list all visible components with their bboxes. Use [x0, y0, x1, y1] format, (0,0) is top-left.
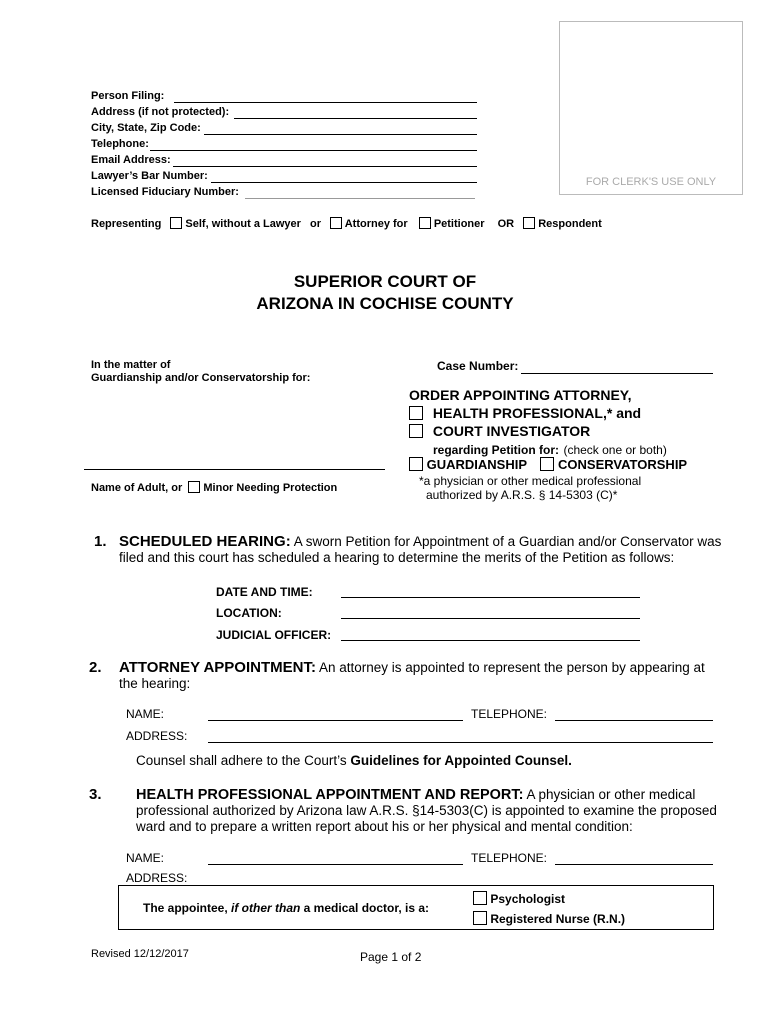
party-name-field[interactable]: [84, 469, 385, 470]
attorney-name-label: NAME:: [126, 707, 165, 721]
appointee-statement: [143, 901, 429, 915]
telephone-label: Telephone:: [91, 138, 149, 150]
case-number-label: Case Number:: [437, 359, 519, 373]
case-number-field[interactable]: [521, 373, 713, 374]
health-professional-checkbox[interactable]: [409, 406, 423, 420]
location-label: LOCATION:: [216, 606, 282, 620]
psychologist-checkbox[interactable]: [473, 891, 487, 905]
health-address-label: ADDRESS:: [126, 871, 188, 885]
section-3-text-2: professional authorized by Arizona law A.R.S. §14-5303(C) is appointed to examine the proposed: [136, 803, 717, 818]
court-investigator-checkbox[interactable]: [409, 424, 423, 438]
section-3-number: 3.: [89, 786, 102, 803]
nurse-row: [473, 911, 625, 926]
court-title-line-1: SUPERIOR COURT OF: [293, 272, 477, 291]
conservatorship-checkbox[interactable]: [540, 457, 554, 471]
health-telephone-field[interactable]: [555, 864, 713, 865]
section-1-heading: SCHEDULED HEARING: [119, 533, 286, 550]
section-3-line-1: [136, 786, 695, 804]
petition-type-row: [409, 457, 687, 472]
matter-line-1: In the matter of: [91, 359, 171, 371]
self-checkbox[interactable]: [170, 217, 182, 229]
guidelines-line: [136, 753, 572, 768]
section-1-text-2: filed and this court has scheduled a hearing to determine the merits of the Petition as follows:: [119, 550, 675, 565]
or-label-2: OR: [497, 218, 515, 230]
attorney-address-label: ADDRESS:: [126, 729, 188, 743]
fiduciary-number-label: Licensed Fiduciary Number:: [91, 186, 239, 198]
or-label: or: [310, 218, 322, 230]
guidelines-bold: Guidelines for Appointed Counsel.: [350, 753, 572, 768]
check-note: (check one or both): [563, 443, 667, 457]
location-field[interactable]: [341, 618, 640, 619]
appointee-pre: The appointee,: [143, 901, 232, 915]
email-field[interactable]: [173, 166, 477, 167]
footnote-line-1: *a physician or other medical professional: [419, 474, 642, 488]
health-name-label: NAME:: [126, 851, 165, 865]
order-health-row: [409, 405, 641, 421]
person-filing-field[interactable]: [174, 102, 477, 103]
footnote-line-2: authorized by A.R.S. § 14-5303 (C)*: [426, 488, 618, 502]
minor-checkbox[interactable]: [188, 481, 200, 493]
section-3-heading: HEALTH PROFESSIONAL APPOINTMENT AND REPORT:: [136, 787, 524, 803]
clerk-use-label: FOR CLERK'S USE ONLY: [585, 176, 717, 188]
section-2-text-1: An attorney is appointed to represent the person by appearing at: [315, 660, 705, 675]
attorney-telephone-label: TELEPHONE:: [471, 707, 548, 721]
representing-label: Representing: [91, 218, 162, 230]
email-label: Email Address:: [91, 154, 171, 166]
nurse-label: Registered Nurse (R.N.): [490, 912, 626, 926]
order-investigator-row: [409, 423, 590, 439]
nurse-checkbox[interactable]: [473, 911, 487, 925]
address-field[interactable]: [234, 118, 477, 119]
attorney-address-field[interactable]: [208, 742, 713, 743]
guardianship-label: GUARDIANSHIP: [426, 457, 527, 472]
representing-row: [91, 217, 602, 230]
section-2-text-2: the hearing:: [119, 676, 191, 691]
petitioner-checkbox[interactable]: [419, 217, 431, 229]
respondent-checkbox[interactable]: [523, 217, 535, 229]
minor-label: Minor Needing Protection: [203, 482, 338, 494]
respondent-label: Respondent: [538, 218, 602, 230]
guidelines-prefix: Counsel shall adhere to the Court’s: [136, 753, 351, 768]
address-label: Address (if not protected):: [91, 106, 230, 118]
clerk-use-box: [559, 21, 743, 195]
attorney-name-field[interactable]: [208, 720, 463, 721]
page-number: Page 1 of 2: [360, 950, 422, 964]
self-label: Self, without a Lawyer: [185, 218, 301, 230]
regarding-label: regarding Petition for:: [433, 443, 559, 457]
judicial-officer-label: JUDICIAL OFFICER:: [216, 628, 332, 642]
date-time-field[interactable]: [341, 597, 640, 598]
section-1-line-1: [119, 533, 721, 551]
appointee-post: a medical doctor, is a:: [300, 901, 430, 915]
city-state-zip-field[interactable]: [204, 134, 477, 135]
section-2-heading: ATTORNEY APPOINTMENT:: [119, 659, 316, 676]
party-name-caption: [91, 481, 337, 494]
order-title-line-2: HEALTH PROFESSIONAL,* and: [432, 405, 642, 421]
psychologist-label: Psychologist: [490, 892, 566, 906]
section-2-line-1: [119, 659, 705, 677]
health-name-field[interactable]: [208, 864, 463, 865]
order-title-line-1: ORDER APPOINTING ATTORNEY,: [409, 387, 632, 403]
fiduciary-number-field[interactable]: [245, 198, 475, 199]
section-3-text-1: A physician or other medical: [523, 787, 696, 802]
matter-line-2: Guardianship and/or Conservatorship for:: [91, 372, 311, 384]
health-telephone-label: TELEPHONE:: [471, 851, 548, 865]
appointee-italic: if other than: [231, 901, 301, 915]
petitioner-label: Petitioner: [433, 218, 485, 230]
telephone-field[interactable]: [150, 150, 477, 151]
bar-number-label: Lawyer’s Bar Number:: [91, 170, 208, 182]
attorney-label: Attorney for: [344, 218, 408, 230]
attorney-telephone-field[interactable]: [555, 720, 713, 721]
date-time-label: DATE AND TIME:: [216, 585, 313, 599]
city-state-zip-label: City, State, Zip Code:: [91, 122, 201, 134]
bar-number-field[interactable]: [211, 182, 477, 183]
section-3-text-3: ward and to prepare a written report about his or her physical and mental condition:: [136, 819, 633, 834]
conservatorship-label: CONSERVATORSHIP: [558, 457, 688, 472]
section-1-text-1: A sworn Petition for Appointment of a Guardian and/or Conservator was: [290, 534, 722, 549]
guardianship-checkbox[interactable]: [409, 457, 423, 471]
name-adult-label: Name of Adult, or: [91, 482, 183, 494]
court-title-line-2: ARIZONA IN COCHISE COUNTY: [256, 294, 514, 313]
revised-date: Revised 12/12/2017: [91, 948, 189, 960]
order-title-line-3: COURT INVESTIGATOR: [432, 423, 591, 439]
section-1-number: 1.: [94, 533, 107, 550]
section-2-number: 2.: [89, 659, 102, 676]
attorney-checkbox[interactable]: [330, 217, 342, 229]
psychologist-row: [473, 891, 565, 906]
person-filing-label: Person Filing:: [91, 90, 165, 102]
section-1-colon: :: [285, 533, 291, 550]
judicial-officer-field[interactable]: [341, 640, 640, 641]
